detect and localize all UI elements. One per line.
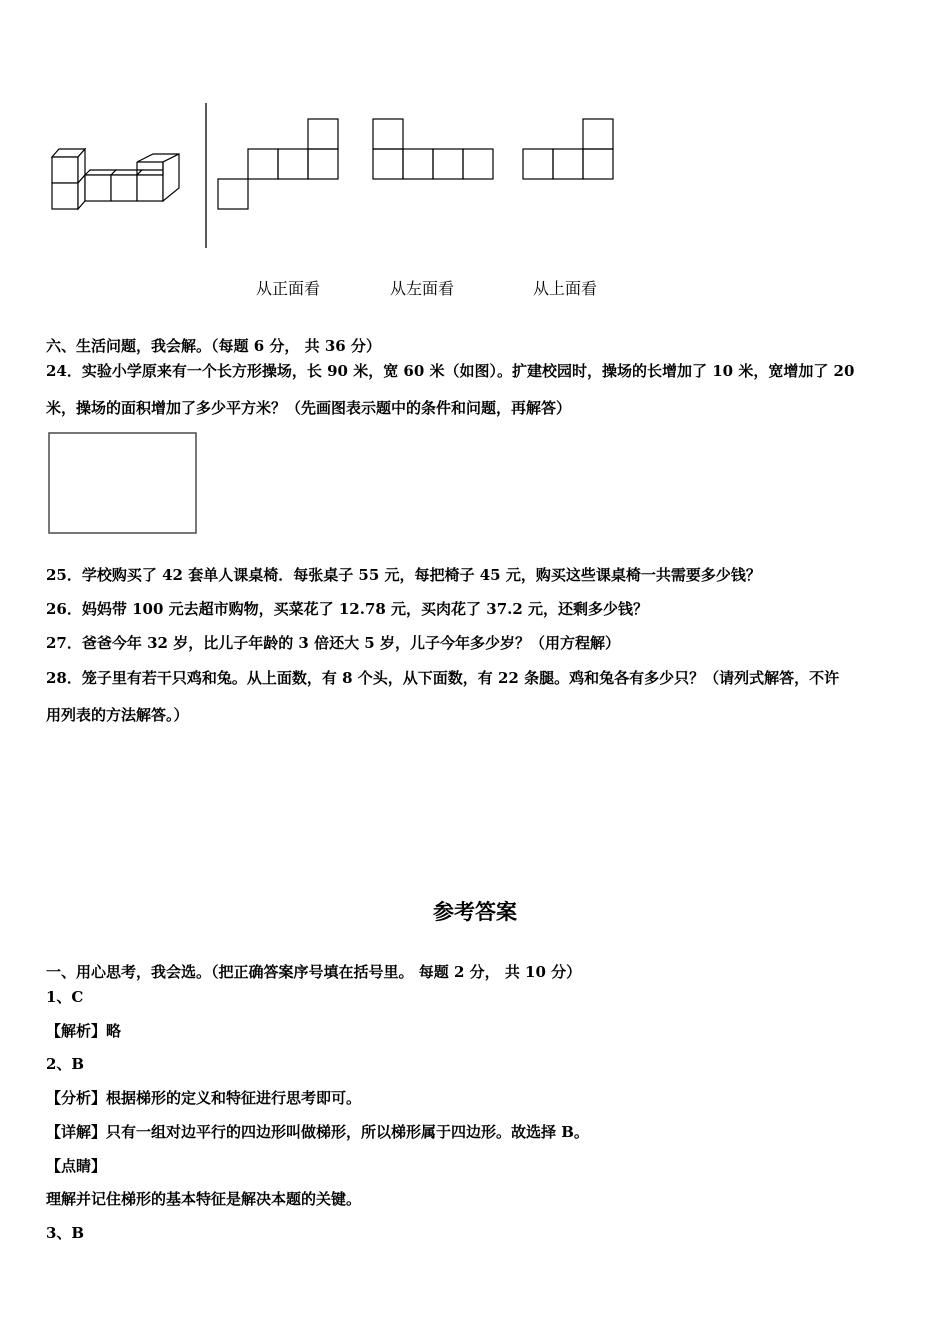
section6-header: 六、生活问题，我会解。（每题 6 分， 共 36 分） [46,337,381,355]
question-28-line1: 28．笼子里有若干只鸡和兔。从上面数，有 8 个头，从下面数，有 22 条腿。鸡和兔各有多少只？（请列式解答，不许 [46,669,840,687]
answer-2-analysis: 【分析】根据梯形的定义和特征进行思考即可。 [46,1089,362,1107]
front-view-grid [217,117,341,211]
playground-rectangle [47,431,199,537]
left-view-label: 从左面看 [390,279,455,298]
answer-3: 3、B [46,1224,85,1242]
question-28-line2: 用列表的方法解答。） [46,706,189,724]
question-24-line2: 米，操场的面积增加了多少平方米？（先画图表示题中的条件和问题，再解答） [46,399,572,417]
answers-title: 参考答案 [433,899,517,924]
answer-2-comment: 理解并记住梯形的基本特征是解决本题的关键。 [46,1190,362,1208]
answer-2: 2、B [46,1055,85,1073]
answer-1-analysis: 【解析】略 [46,1022,122,1040]
question-27: 27．爸爸今年 32 岁，比儿子年龄的 3 倍还大 5 岁，儿子今年多少岁？（用方程解） [46,634,620,652]
question-26: 26．妈妈带 100 元去超市购物，买菜花了 12.78 元，买肉花了 37.2 元，还剩多少钱？ [46,600,649,618]
answer-1: 1、C [46,988,84,1006]
answers-section1-header: 一、用心思考，我会选。（把正确答案序号填在括号里。 每题 2 分， 共 10 分） [46,963,582,981]
top-view-label: 从上面看 [533,279,598,298]
front-view-label: 从正面看 [256,279,321,298]
figure-divider [204,103,208,248]
answer-2-comment-label: 【点睛】 [46,1157,107,1175]
top-view-grid [520,117,616,181]
question-24-line1: 24．实验小学原来有一个长方形操场，长 90 米，宽 60 米（如图）。扩建校园时，操场的长增加了 10 米，宽增加了 20 [46,362,855,380]
left-view-grid [371,117,495,181]
question-25: 25．学校购买了 42 套单人课桌椅．每张桌子 55 元，每把椅子 45 元，购买这些课桌椅一共需要多少钱？ [46,566,761,584]
answer-2-detail: 【详解】只有一组对边平行的四边形叫做梯形，所以梯形属于四边形。故选择 B。 [46,1123,589,1141]
cube-solid-figure [48,148,188,218]
